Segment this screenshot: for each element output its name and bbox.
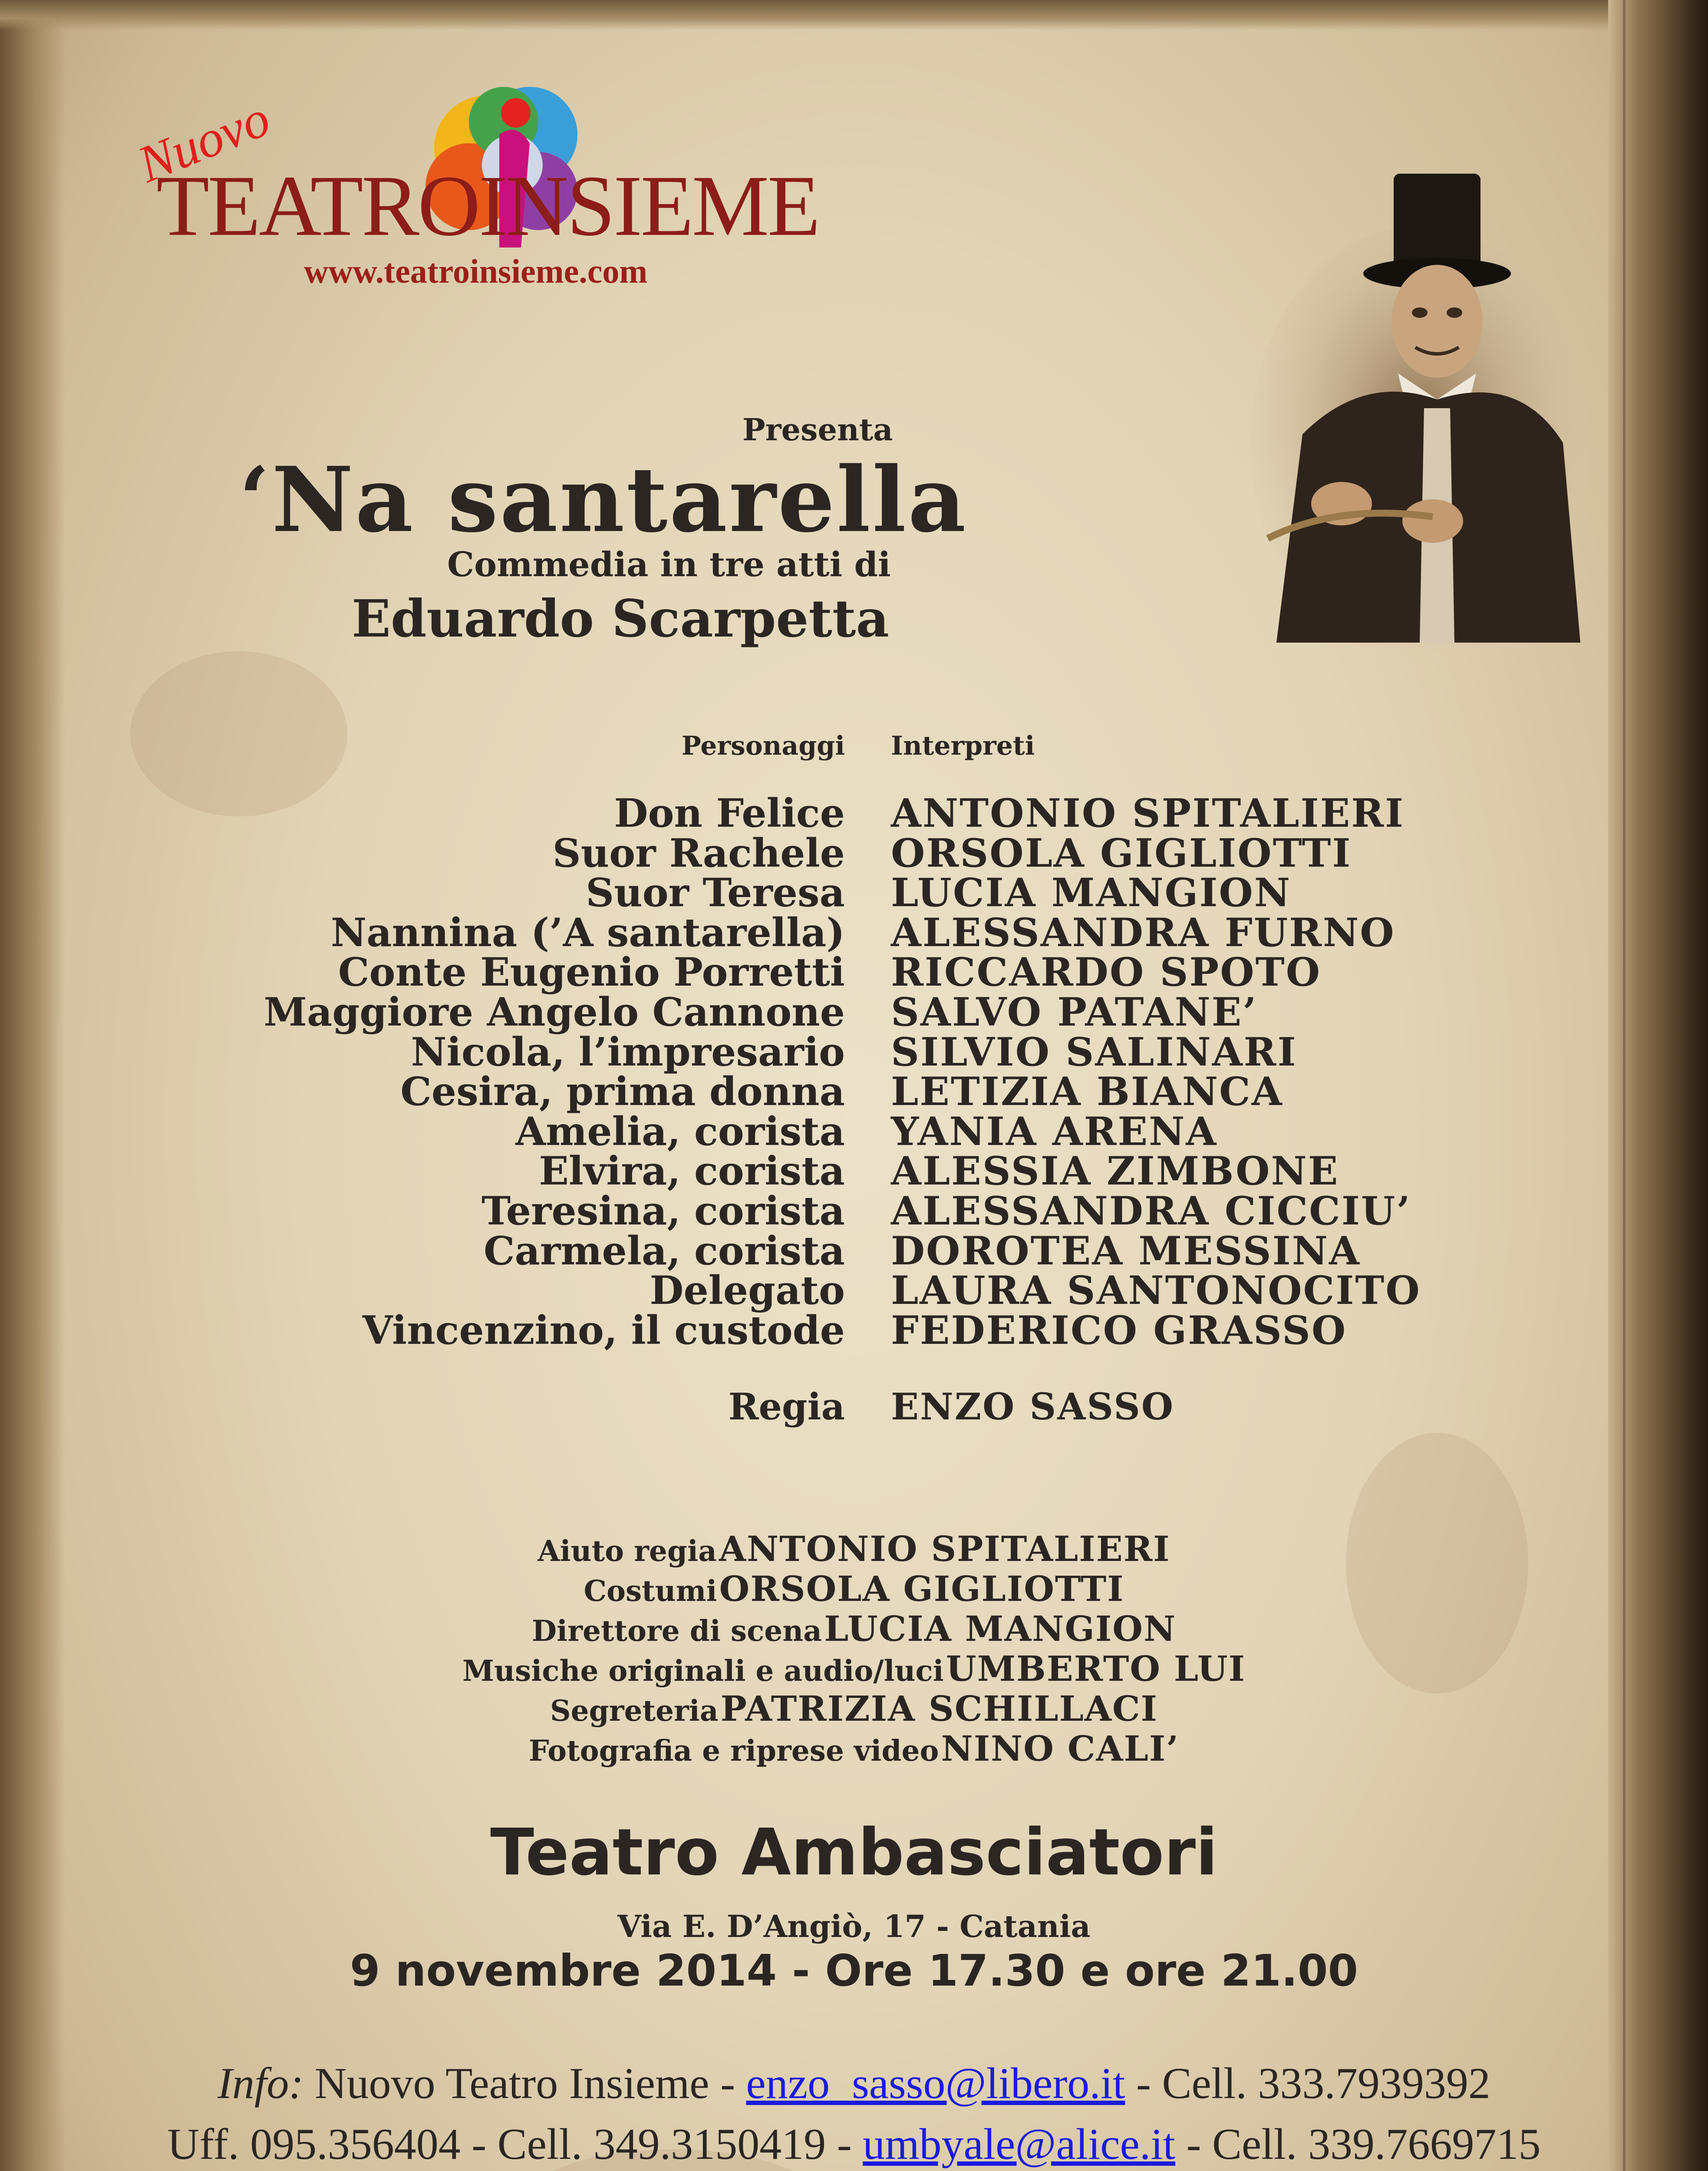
cast-role: Teresina, corista — [481, 1188, 845, 1234]
info-label: Info: — [218, 2059, 304, 2108]
cast-actor: ORSOLA GIGLIOTTI — [891, 830, 1352, 876]
regia-label: Regia — [728, 1385, 845, 1428]
book-edge-top — [0, 0, 1708, 30]
cast-role: Amelia, corista — [515, 1108, 845, 1155]
header-characters: Personaggi — [681, 731, 845, 761]
cast-role: Nannina (’A santarella) — [330, 909, 845, 956]
cast-row — [0, 1307, 1708, 1353]
cast-actor: SILVIO SALINARI — [891, 1029, 1297, 1075]
cast-role: Elvira, corista — [539, 1148, 845, 1194]
cast-role: Don Felice — [614, 790, 845, 836]
staff-name: UMBERTO LUI — [946, 1648, 1246, 1689]
cast-actor: ALESSANDRA FURNO — [891, 909, 1395, 956]
staff-credits — [0, 1528, 1708, 1768]
cast-actor: SALVO PATANE’ — [891, 989, 1258, 1035]
cast-actor: LETIZIA BIANCA — [891, 1069, 1283, 1115]
actor-photo-illustration — [1250, 165, 1589, 660]
cast-row — [0, 1227, 1708, 1274]
teatroinsieme-logo — [130, 82, 819, 300]
staff-label: Direttore di scena — [531, 1614, 822, 1648]
cast-row — [0, 790, 1708, 836]
show-title: ‘Na santarella — [239, 447, 968, 552]
info-org: Nuovo Teatro Insieme - — [314, 2059, 735, 2108]
show-author: Eduardo Scarpetta — [352, 588, 889, 649]
staff-label: Fotografia e riprese video — [528, 1734, 939, 1768]
cast-row — [0, 909, 1708, 956]
staff-name: ORSOLA GIGLIOTTI — [719, 1568, 1124, 1609]
logo-name: TEATROINSIEME — [156, 158, 819, 254]
cast-actor: DOROTEA MESSINA — [891, 1227, 1361, 1274]
cast-role: Cesira, prima donna — [400, 1069, 845, 1115]
staff-name: ANTONIO SPITALIERI — [719, 1528, 1171, 1569]
presenta-label: Presenta — [742, 412, 893, 448]
cast-role: Maggiore Angelo Cannone — [264, 989, 845, 1035]
cast-role: Conte Eugenio Porretti — [338, 949, 845, 996]
regia-name: ENZO SASSO — [891, 1385, 1175, 1428]
cast-actor: LUCIA MANGION — [891, 870, 1292, 916]
logo-url: www.teatroinsieme.com — [304, 252, 648, 290]
cast-row — [0, 1108, 1708, 1155]
cast-row — [0, 1029, 1708, 1075]
cast-row — [0, 1148, 1708, 1194]
info-office: Uff. 095.356404 - Cell. 349.3150419 - — [167, 2120, 852, 2169]
staff-row — [0, 1728, 1708, 1768]
cast-row — [0, 949, 1708, 996]
staff-name: NINO CALI’ — [941, 1728, 1180, 1769]
cast-row — [0, 1188, 1708, 1234]
cast-row — [0, 989, 1708, 1035]
info-line-2 — [0, 2119, 1708, 2170]
staff-name: LUCIA MANGION — [824, 1608, 1177, 1649]
show-subtitle: Commedia in tre atti di — [447, 545, 891, 584]
venue-address: Via E. D’Angiò, 17 - Catania — [617, 1908, 1091, 1944]
email-link-enzo[interactable]: enzo_sasso@libero.it — [746, 2059, 1125, 2108]
staff-row — [0, 1608, 1708, 1648]
cast-row — [0, 1267, 1708, 1314]
cast-row — [0, 830, 1708, 876]
cast-role: Suor Teresa — [586, 870, 845, 916]
cast-role: Carmela, corista — [483, 1227, 845, 1274]
cast-actor: ALESSANDRA CICCIU’ — [891, 1188, 1411, 1234]
cast-actor: FEDERICO GRASSO — [891, 1307, 1347, 1353]
cast-actor: RICCARDO SPOTO — [891, 949, 1321, 996]
info-line-1 — [0, 2058, 1708, 2109]
cast-role: Nicola, l’impresario — [411, 1029, 845, 1075]
staff-label: Musiche originali e audio/luci — [462, 1654, 944, 1688]
cast-actor: ANTONIO SPITALIERI — [891, 790, 1405, 836]
email-link-umby[interactable]: umbyale@alice.it — [863, 2120, 1176, 2169]
venue-name: Teatro Ambasciatori — [490, 1815, 1218, 1890]
staff-label: Costumi — [584, 1574, 717, 1608]
staff-row — [0, 1688, 1708, 1728]
staff-row — [0, 1528, 1708, 1568]
staff-label: Segreteria — [550, 1694, 719, 1728]
staff-row — [0, 1568, 1708, 1608]
cast-actor: LAURA SANTONOCITO — [891, 1267, 1421, 1314]
cast-row — [0, 1069, 1708, 1115]
info-cell-1: - Cell. 333.7939392 — [1136, 2059, 1490, 2108]
show-date: 9 novembre 2014 - Ore 17.30 e ore 21.00 — [350, 1945, 1358, 1996]
cast-role: Vincenzino, il custode — [362, 1307, 845, 1353]
staff-name: PATRIZIA SCHILLACI — [720, 1688, 1158, 1729]
staff-row — [0, 1648, 1708, 1688]
cast-actor: YANIA ARENA — [891, 1108, 1218, 1155]
cast-list — [0, 790, 1708, 1353]
header-performers: Interpreti — [891, 731, 1035, 761]
cast-role: Delegato — [650, 1267, 845, 1314]
staff-label: Aiuto regia — [537, 1534, 717, 1568]
cast-role: Suor Rachele — [552, 830, 845, 876]
info-cell-2: - Cell. 339.7669715 — [1186, 2120, 1541, 2169]
cast-row — [0, 870, 1708, 916]
cast-actor: ALESSIA ZIMBONE — [891, 1148, 1339, 1194]
logo-nuovo: Nuovo — [130, 89, 278, 194]
